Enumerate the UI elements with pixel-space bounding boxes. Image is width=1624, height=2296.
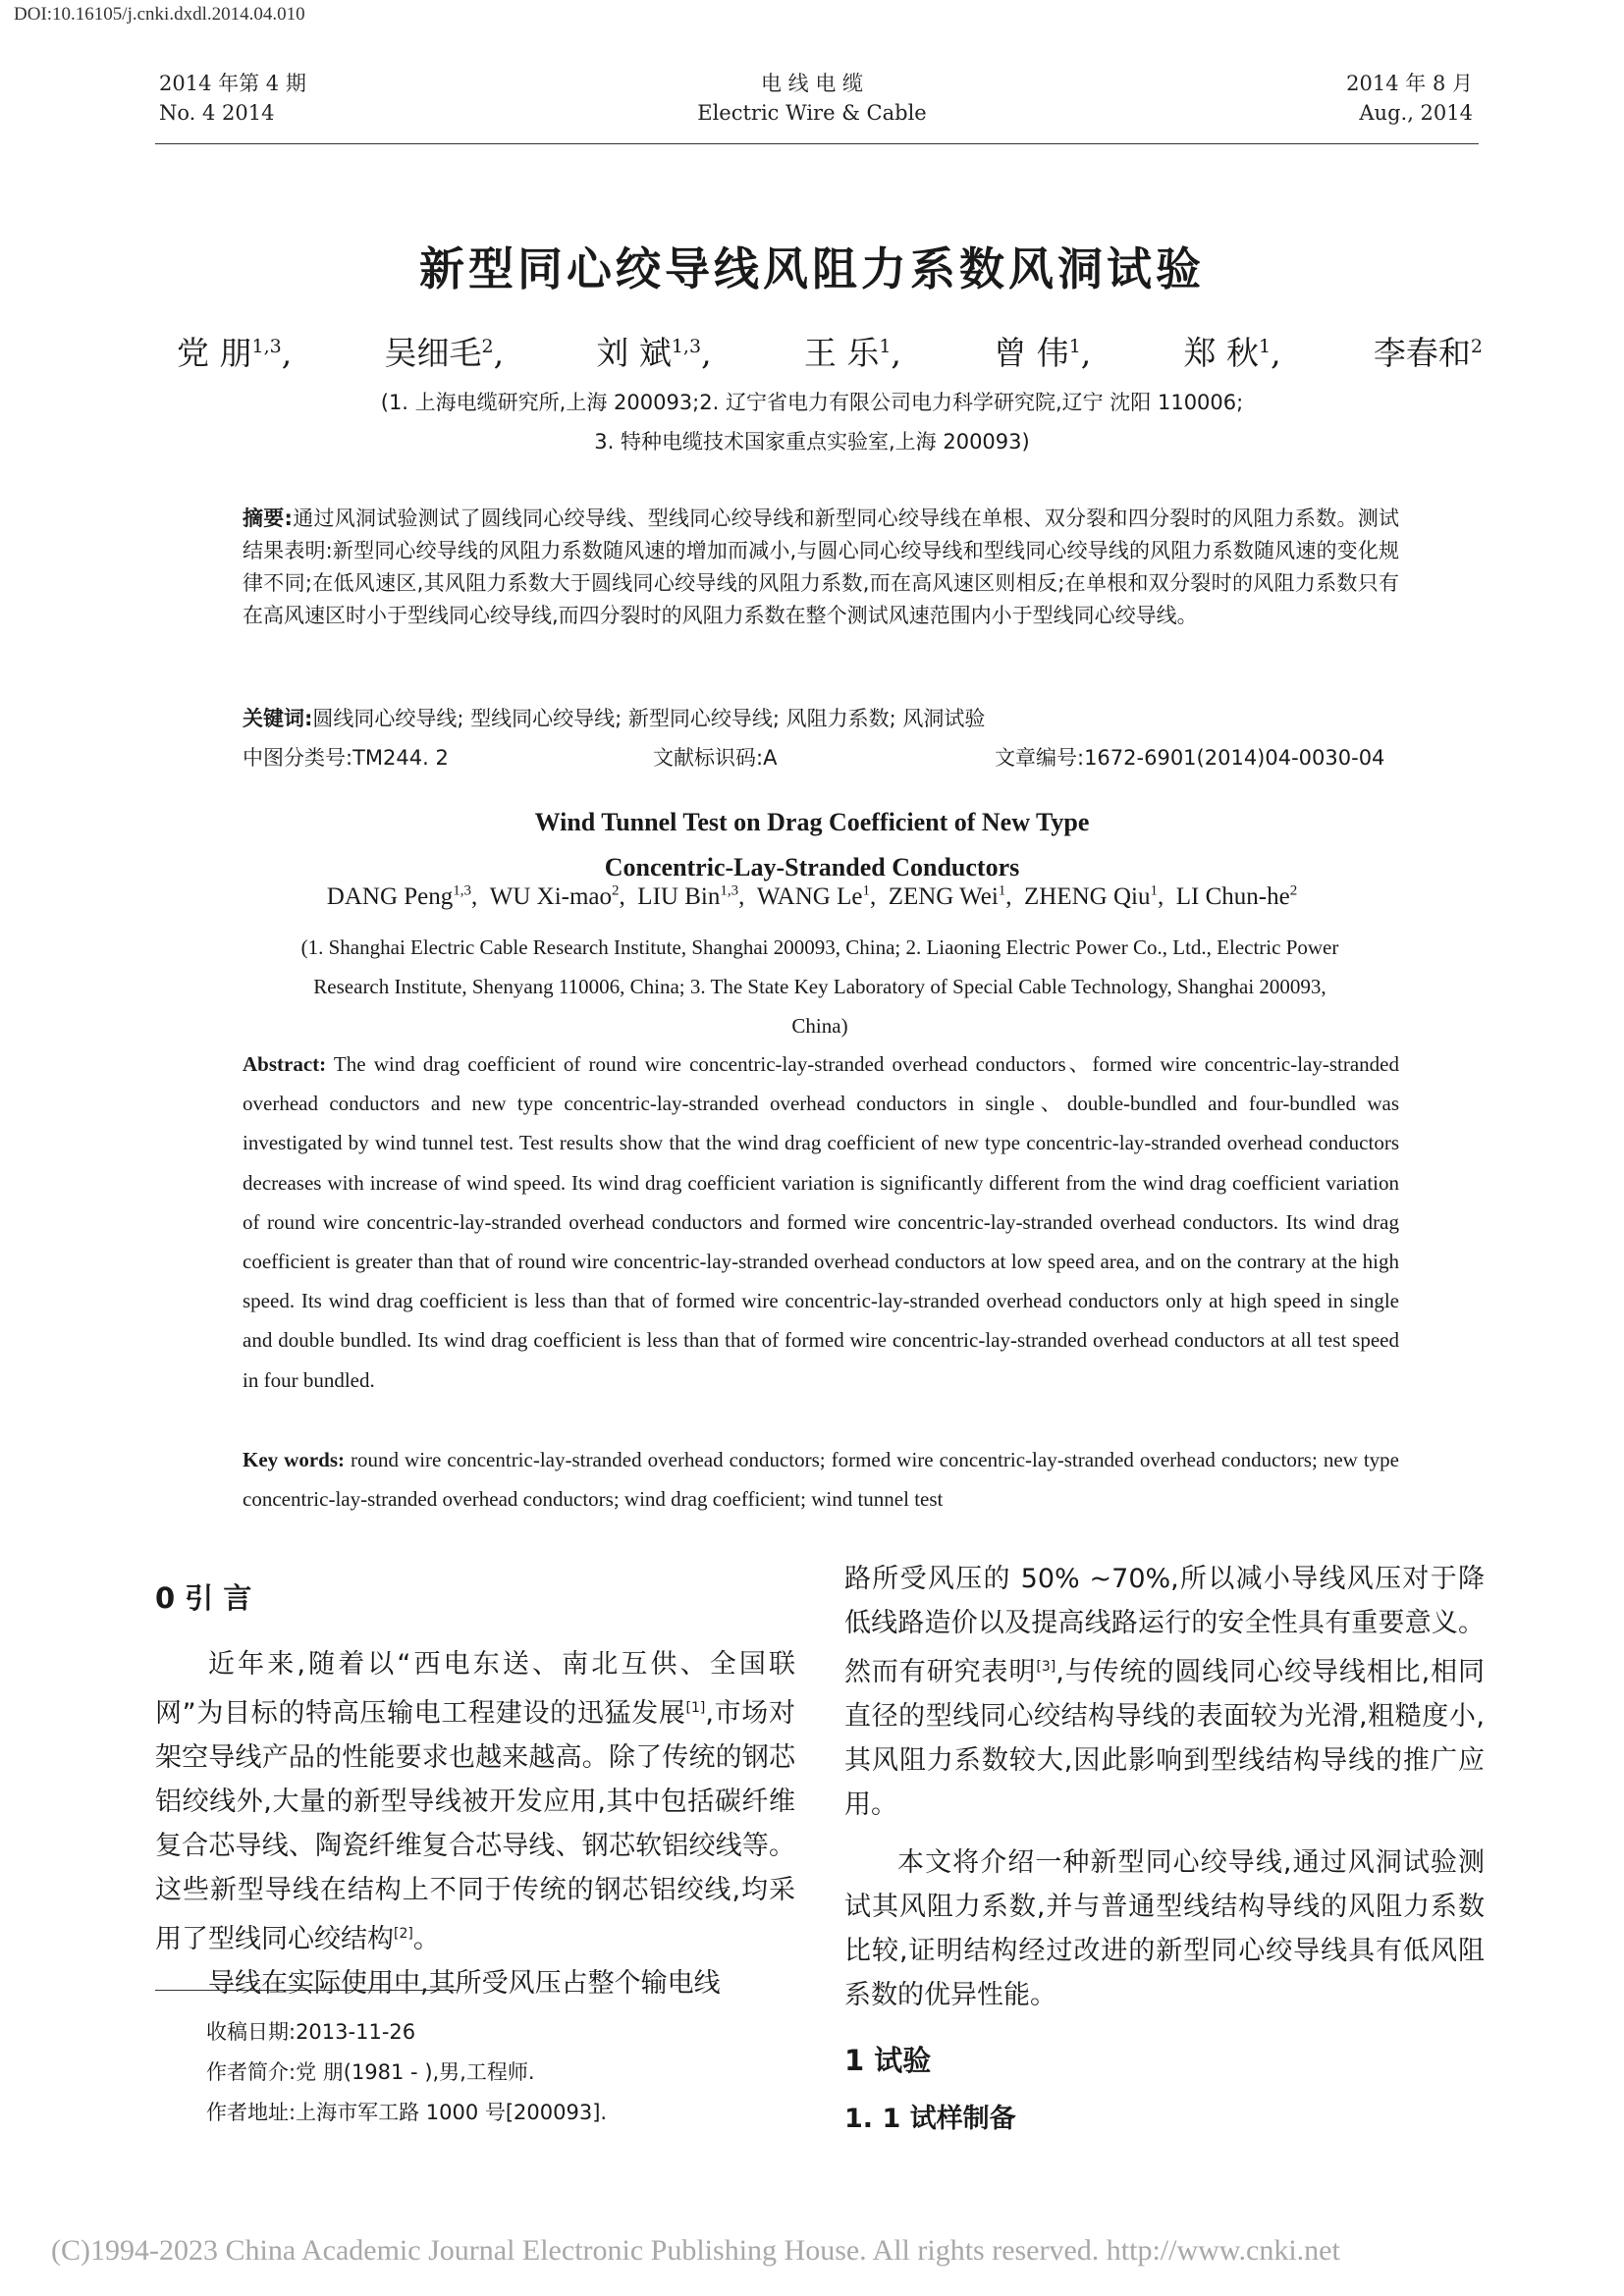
footnote-author-bio: 作者简介:党 朋(1981 - ),男,工程师. [206, 2060, 535, 2084]
paper-title-en [0, 800, 1624, 890]
header-date-en: Aug., 2014 [1359, 101, 1473, 125]
header-issue-en: No. 4 2014 [159, 101, 275, 125]
author-en: ZHENG Qiu$^1$, [1024, 883, 1176, 911]
keywords-en-label: Key words: [243, 1448, 346, 1471]
article-number: 文章编号:1672-6901(2014)04-0030-04 [995, 746, 1385, 770]
body-paragraph: 本文将介绍一种新型同心绞导线,通过风洞试验测试其风阻力系数,并与普通型线结构导线的风阻力系数比较,证明结构经过改进的新型同心绞导线具有低风阻系数的优异性能。 [844, 1847, 1485, 2010]
right-column [844, 1557, 1485, 2141]
abstract-en [243, 1044, 1399, 1400]
header-issue-cn: 2014 年第 4 期 [159, 72, 306, 95]
author-cn: 王 乐$^1$, [803, 334, 901, 372]
footnote-rule [155, 1990, 458, 1991]
section-heading-introduction: 0 引 言 [155, 1581, 252, 1615]
keywords-en [243, 1440, 1399, 1519]
affiliation-cn-line: 3. 特种电缆技术国家重点实验室,上海 200093) [594, 430, 1030, 454]
paper-title-cn: 新型同心绞导线风阻力系数风洞试验 [419, 242, 1205, 295]
abstract-cn [243, 503, 1399, 632]
affiliations-cn [0, 383, 1624, 461]
authors-en [0, 883, 1624, 911]
header-date-cn: 2014 年 8 月 [1346, 72, 1473, 95]
author-cn: 党 朋$^{1,3}$, [177, 334, 293, 372]
citation-ref[interactable]: [1] [685, 1700, 706, 1716]
author-en: WANG Le$^1$, [756, 883, 889, 911]
header-journal-cn: 电 线 电 缆 [760, 72, 864, 95]
abstract-en-label: Abstract: [243, 1052, 327, 1076]
keywords-cn [243, 703, 1399, 735]
paper-title-en-line: Wind Tunnel Test on Drag Coefficient of New Type [534, 808, 1090, 836]
copyright-watermark: (C)1994-2023 China Academic Journal Electronic Publishing House. All rights reserved. http://www.cnki.net [51, 2234, 1340, 2267]
header-date [1346, 69, 1473, 128]
keywords-en-text: round wire concentric-lay-stranded overhead conductors; formed wire concentric-lay-stranded overhead conductors; new type concentric-lay-stranded overhead conductors; wind drag coefficient; wind tunnel test [243, 1448, 1399, 1511]
affiliation-cn-line: (1. 上海电缆研究所,上海 200093;2. 辽宁省电力有限公司电力科学研究院,辽宁 沈阳 110006; [380, 391, 1244, 414]
paper-title-en-line: Concentric-Lay-Stranded Conductors [604, 853, 1020, 881]
keywords-cn-label: 关键词: [243, 707, 313, 730]
abstract-cn-label: 摘要: [243, 507, 293, 530]
author-en: DANG Peng$^{1,3}$, [326, 883, 490, 911]
author-cn: 曾 伟$^1$, [994, 334, 1092, 372]
body-paragraph: 近年来,随着以“西电东送、南北互供、全国联网”为目标的特高压输电工程建设的迅猛发展[1],市场对架空导线产品的性能要求也越来越高。除了传统的钢芯铝绞线外,大量的新型导线被开发应用,其中包括碳纤维复合芯导线、陶瓷纤维复合芯导线、钢芯软铝绞线等。这些新型导线在结构上不同于传统的钢芯铝绞线,均采用了型线同心绞结构[2]。 [155, 1649, 795, 1954]
author-en: LIU Bin$^{1,3}$, [637, 883, 757, 911]
author-cn: 吴细毛$^2$, [384, 334, 505, 372]
footnotes [206, 2012, 607, 2133]
left-column [155, 1576, 795, 2005]
author-en: LI Chun-$he^2$ [1175, 883, 1298, 911]
document-code: 文献标识码:A [653, 746, 778, 770]
citation-ref[interactable]: [3] [1036, 1659, 1056, 1675]
header-rule [155, 143, 1479, 144]
author-en: ZENG Wei$^1$, [888, 883, 1025, 911]
author-cn: 郑 秋$^1$, [1183, 334, 1281, 372]
body-paragraph: 路所受风压的 50% ~70%,所以减小导线风压对于降低线路造价以及提高线路运行的安全性具有重要意义。然而有研究表明[3],与传统的圆线同心绞导线相比,相同直径的型线同心绞结构导线的表面较为光滑,粗糙度小,其风阻力系数较大,因此影响到型线结构导线的推广应用。 [844, 1564, 1485, 1820]
subsection-heading-sample: 1. 1 试样制备 [844, 2104, 1016, 2134]
footnote-received: 收稿日期:2013-11-26 [206, 2020, 416, 2044]
affiliations-en: (1. Shanghai Electric Cable Research Institute, Shanghai 200093, China; 2. Liaoning Electric Power Co., Ltd., Electric Power Research Institute, Shenyang 110006, China; 3. The State Key Laboratory of Special Cable Technology, Shanghai 200093, China) [300, 935, 1339, 1038]
abstract-en-text: The wind drag coefficient of round wire concentric-lay-stranded overhead conductors、formed wire concentric-lay-stranded overhead conductors and new type concentric-lay-stranded overhead conductors in single、double-bundled and four-bundled was investigated by wind tunnel test. Test results show that the wind drag coefficient of new type concentric-lay-stranded overhead conductors decreases with increase of wind speed. Its wind drag coefficient variation is significantly different from the wind drag coefficient variation of round wire concentric-lay-stranded overhead conductors and formed wire concentric-lay-stranded overhead conductors. Its wind drag coefficient is greater than that of round wire concentric-lay-stranded overhead conductors at low speed area, and on the contrary at the high speed. Its wind drag coefficient is less than that of formed wire concentric-lay-stranded overhead conductors only at high speed in single and double bundled. Its wind drag coefficient is less than that of formed wire concentric-lay-stranded overhead conductors at all test speed in four bundled. [243, 1052, 1400, 1392]
author-cn: 李春和$^2$ [1373, 334, 1483, 372]
authors-cn [177, 328, 1483, 374]
doi-line: DOI:10.16105/j.cnki.dxdl.2014.04.010 [14, 4, 305, 25]
body-paragraph: 导线在实际使用中,其所受风压占整个输电线 [208, 1968, 721, 1999]
footnote-address: 作者地址:上海市军工路 1000 号[200093]. [206, 2101, 608, 2124]
abstract-cn-text: 通过风洞试验测试了圆线同心绞导线、型线同心绞导线和新型同心绞导线在单根、双分裂和四分裂时的风阻力系数。测试结果表明:新型同心绞导线的风阻力系数随风速的增加而减小,与圆心同心绞导线和型线同心绞导线的风阻力系数随风速的变化规律不同;在低风速区,其风阻力系数大于圆线同心绞导线的风阻力系数,而在高风速区则相反;在单根和双分裂时的风阻力系数只有在高风速区时小于型线同心绞导线,而四分裂时的风阻力系数在整个测试风速范围内小于型线同心绞导线。 [243, 507, 1399, 627]
citation-ref[interactable]: [2] [394, 1926, 413, 1942]
author-cn: 刘 斌$^{1,3}$, [596, 334, 712, 372]
header-journal-en: Electric Wire & Cable [697, 101, 927, 125]
clc-number: 中图分类号:TM244. 2 [243, 746, 449, 770]
keywords-cn-text: 圆线同心绞导线; 型线同心绞导线; 新型同心绞导线; 风阻力系数; 风洞试验 [312, 707, 986, 730]
section-heading-test: 1 试验 [844, 2044, 932, 2077]
author-en: WU Xi-mao$^2$, [489, 883, 638, 911]
